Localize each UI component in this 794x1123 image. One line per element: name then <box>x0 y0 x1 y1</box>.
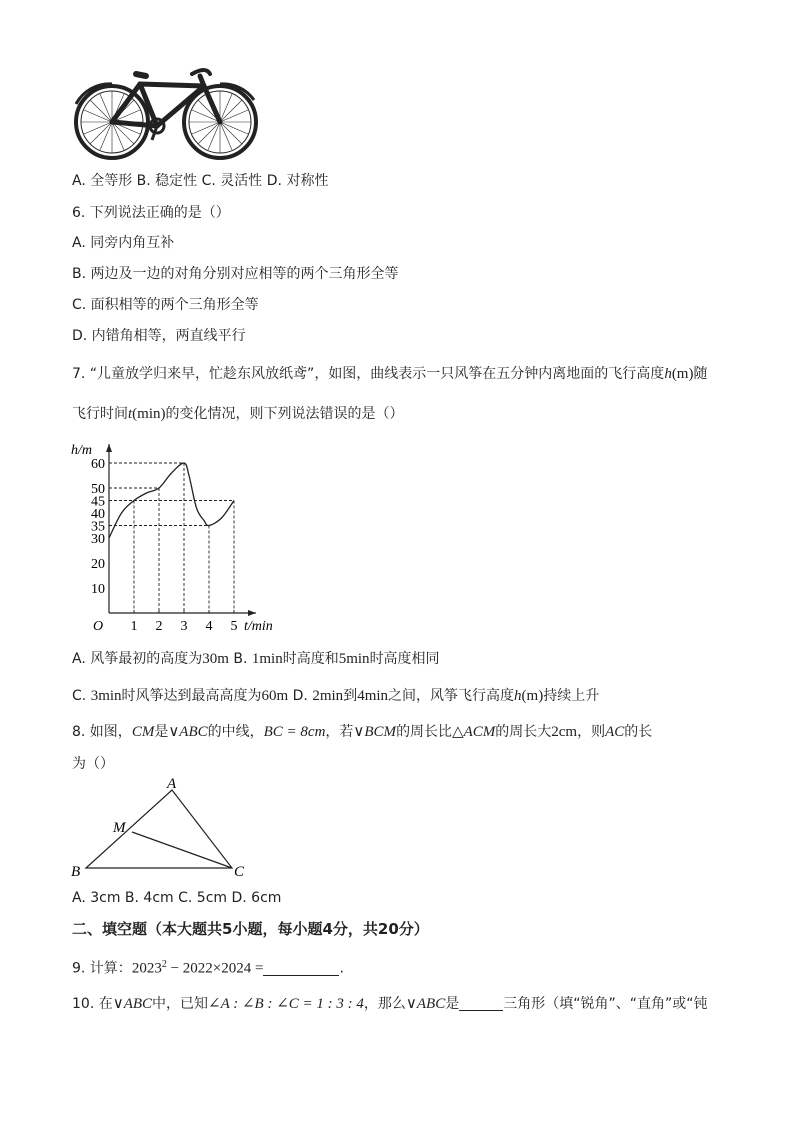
x-tick-label: 4 <box>205 619 213 634</box>
q7-options-cd: C. 3min时风筝达到最高高度为60m D. 2min到4min之间，风筝飞行高度h(m)持续上升 <box>72 688 600 704</box>
q9-line: 9. 计算：$2023^2 - 2022\times 2024$ = . <box>72 959 344 977</box>
chart-dashed-guides <box>109 463 234 613</box>
q6-option-c: C. 面积相等的两个三角形全等 <box>72 297 259 313</box>
x-tick-label: 1 <box>130 619 138 634</box>
x-tick-label: 2 <box>155 619 163 634</box>
chart-x-axis-label: t/min <box>244 619 273 634</box>
q6-option-d: D. 内错角相等，两直线平行 <box>72 328 246 344</box>
x-axis-arrow <box>248 610 256 616</box>
y-tick-label: 10 <box>91 582 105 597</box>
y-tick-label: 30 <box>91 532 105 547</box>
label-c: C <box>234 864 245 880</box>
q10-line: 10. 在∨ABC中，已知∠A : ∠B : ∠C = 1 : 3 : 4，那么∨ABC是 三角形（填“锐角”、“直角”或“钝 <box>72 996 708 1012</box>
q5-options: A. 全等形 B. 稳定性 C. 灵活性 D. 对称性 <box>72 173 329 189</box>
q8-stem-line1: 8. 如图，CM是∨ABC的中线，BC = 8cm，若∨BCM的周长比△ACM的周长大2cm，则AC的长 <box>72 724 653 740</box>
q6-option-a: A. 同旁内角互补 <box>72 235 175 251</box>
y-tick-label: 40 <box>91 507 105 522</box>
y-tick-label: 35 <box>91 519 105 535</box>
y-axis-arrow <box>106 444 112 452</box>
chart-y-axis-label: h/m <box>71 443 92 458</box>
chart-axes <box>106 444 256 616</box>
x-tick-label: 3 <box>180 619 188 634</box>
bicycle-image <box>72 64 260 164</box>
y-tick-label: 50 <box>91 482 105 497</box>
q6-option-b: B. 两边及一边的对角分别对应相等的两个三角形全等 <box>72 266 399 282</box>
q7-stem-line2: 飞行时间t(min)的变化情况，则下列说法错误的是（） <box>72 406 404 422</box>
q7-stem-line1: 7. “儿童放学归来早，忙趁东风放纸鸢”，如图，曲线表示一只风筝在五分钟内离地面的飞行高度h(m)随 <box>72 366 708 382</box>
section-2-heading: 二、填空题（本大题共5小题，每小题4分，共20分） <box>72 920 429 938</box>
y-tick-label: 45 <box>91 494 105 510</box>
chart-tick-labels <box>91 457 238 634</box>
q7-options-ab: A. 风筝最初的高度为30m B. 1min时高度和5min时高度相同 <box>72 651 440 667</box>
q8-stem-line2: 为（） <box>72 756 114 772</box>
x-tick-label: 5 <box>230 619 238 634</box>
q6-stem: 6. 下列说法正确的是（） <box>72 205 230 221</box>
y-tick-label: 60 <box>91 457 105 472</box>
triangle-figure <box>66 776 256 882</box>
q9-answer-blank[interactable] <box>263 961 339 976</box>
chart-origin-label: O <box>93 619 104 634</box>
y-tick-label: 20 <box>91 557 105 572</box>
q8-options: A. 3cm B. 4cm C. 5cm D. 6cm <box>72 890 282 906</box>
label-m: M <box>113 820 126 836</box>
q10-answer-blank[interactable] <box>459 996 503 1011</box>
label-b: B <box>71 864 81 880</box>
kite-height-chart <box>66 436 296 640</box>
label-a: A <box>167 776 177 792</box>
